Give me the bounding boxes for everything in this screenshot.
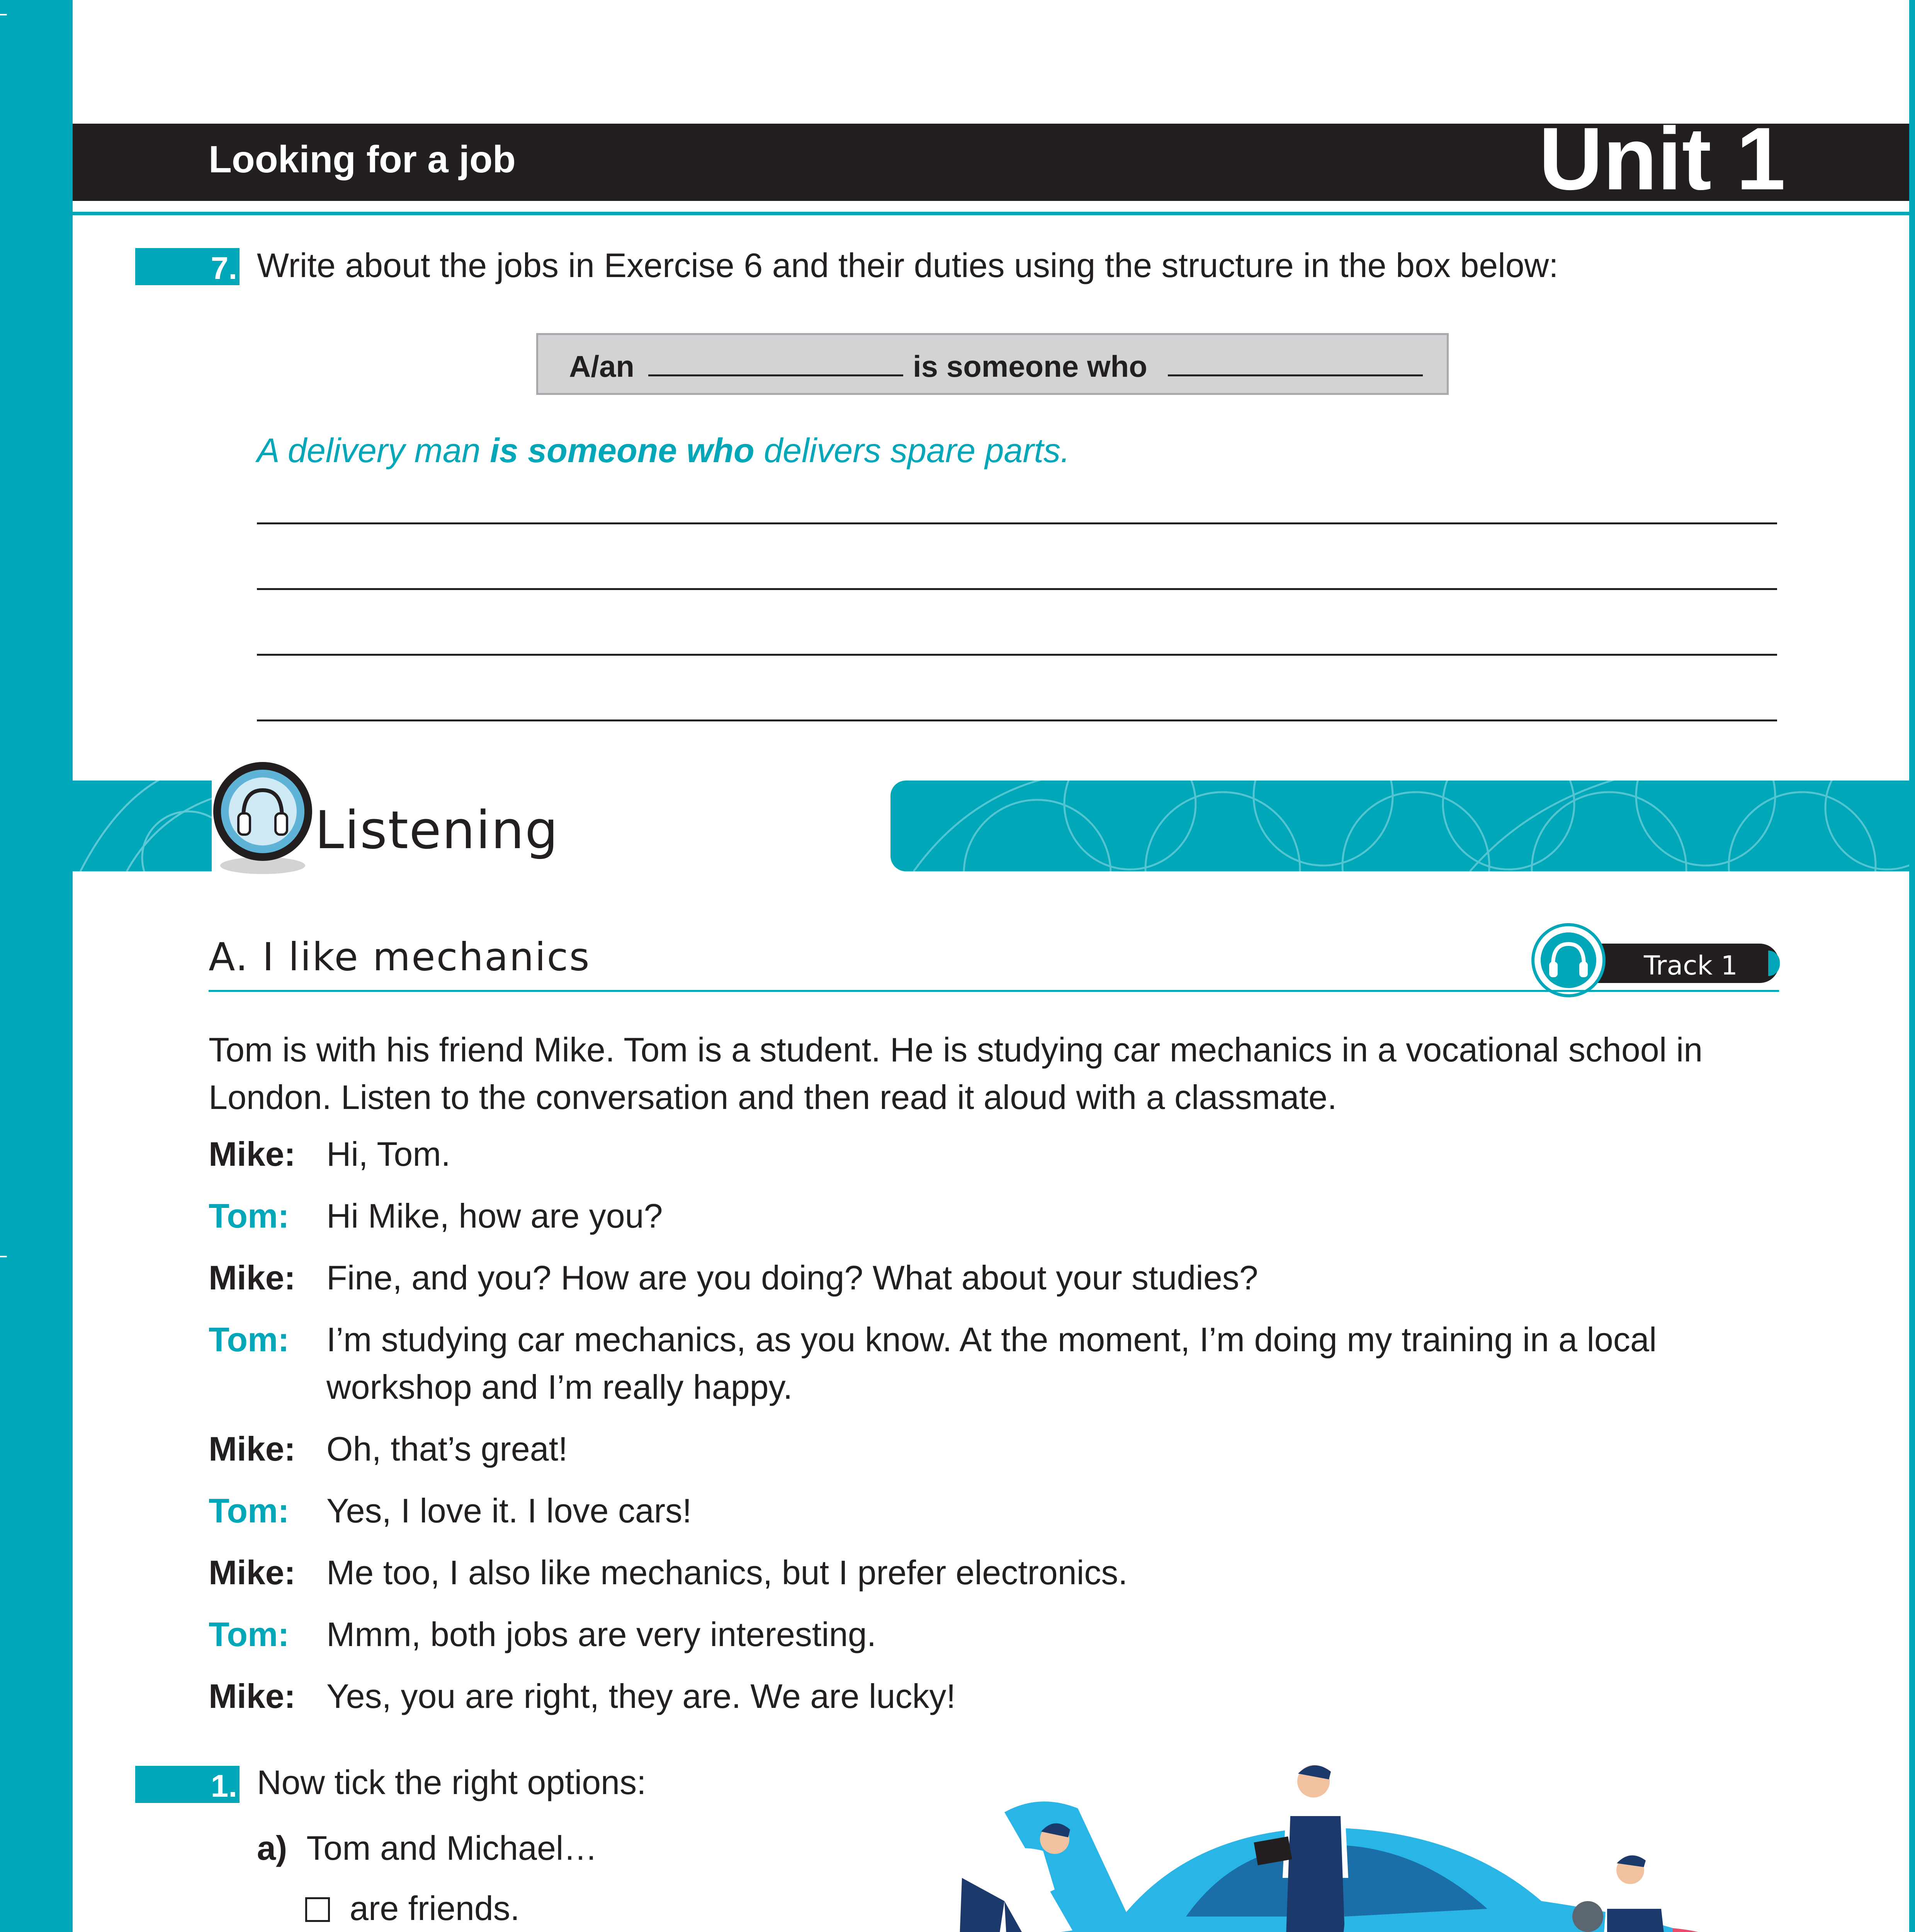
question-item [257,1828,597,1868]
speaker-name: Tom: [209,1615,289,1653]
speaker-name: Mike: [209,1430,296,1468]
dialogue-text: Me too, I also like mechanics, but I prefer electronics. [326,1553,1128,1592]
unit-subtitle: Looking for a job [209,138,516,180]
speaker-name: Tom: [209,1320,289,1359]
example-after: delivers spare parts. [764,431,1070,469]
dialogue-text: Fine, and you? How are you doing? What about your studies? [326,1259,1258,1297]
speaker-name: Mike: [209,1135,296,1173]
header-divider [73,212,1909,215]
item-stem: Tom and Michael… [306,1829,598,1867]
unit-title: Unit 1 [1539,109,1786,208]
structure-blank [648,374,903,376]
banner-right [890,781,1909,871]
intro-paragraph: Tom is with his friend Mike. Tom is a student. He is studying car mechanics in a vocational school in London. Listen to the conversation and then read it aloud with a classmate. [209,1031,1703,1116]
dialogue-text: Yes, you are right, they are. We are lucky! [326,1677,956,1715]
listening-title: Listening [315,800,559,861]
option-text: are friends. [350,1889,520,1927]
left-margin-strip [0,0,73,1932]
example-bold: is someone who [490,431,754,469]
crop-mark [0,14,7,15]
exercise-instruction: Now tick the right options: [257,1763,646,1801]
speaker-name: Mike: [209,1677,296,1715]
section-divider [209,990,1779,992]
answer-line[interactable] [257,522,1777,524]
speaker-name: Tom: [209,1197,289,1235]
speaker-name: Tom: [209,1492,289,1530]
example-before: A delivery man [257,431,481,469]
dialogue-text: Hi Mike, how are you? [326,1197,663,1235]
banner-pattern [890,781,1909,871]
speaker-name: Mike: [209,1553,296,1592]
exercise-number-tag [135,248,240,285]
dialogue-text: Oh, that’s great! [326,1430,568,1468]
exercise-instruction: Write about the jobs in Exercise 6 and their duties using the structure in the box below: [257,246,1558,284]
banner-pattern [73,781,212,871]
banner-left [73,781,212,871]
speaker-name: Mike: [209,1259,296,1297]
example-sentence [257,431,1070,470]
crop-mark [0,1256,7,1257]
right-margin-strip [1909,0,1915,1932]
track-label: Track 1 [1644,951,1738,981]
answer-line[interactable] [257,588,1777,590]
structure-part1: A/an [569,349,635,383]
dialogue-text: Mmm, both jobs are very interesting. [326,1615,877,1653]
section-heading: A. I like mechanics [209,934,591,980]
answer-line[interactable] [257,719,1777,721]
track-badge[interactable] [1588,944,1779,983]
dialogue-text: I’m studying car mechanics, as you know. At the moment, I’m doing my training in a local workshop and I’m really happy. [326,1320,1657,1406]
headphones-icon[interactable] [1530,922,1607,999]
exercise-number: 7. [211,251,237,286]
exercise-number-tag [135,1766,240,1803]
structure-part2: is someone who [913,349,1147,383]
headphones-icon [211,759,315,875]
structure-box [536,333,1449,395]
mechanics-car-illustration [916,1762,1742,1932]
answer-line[interactable] [257,654,1777,656]
option-checkbox[interactable] [305,1897,330,1922]
dialogue-text: Yes, I love it. I love cars! [326,1492,692,1530]
structure-blank [1168,374,1423,376]
dialogue-text: Hi, Tom. [326,1135,451,1173]
item-letter: a) [257,1829,287,1867]
exercise-number: 1. [211,1769,237,1804]
